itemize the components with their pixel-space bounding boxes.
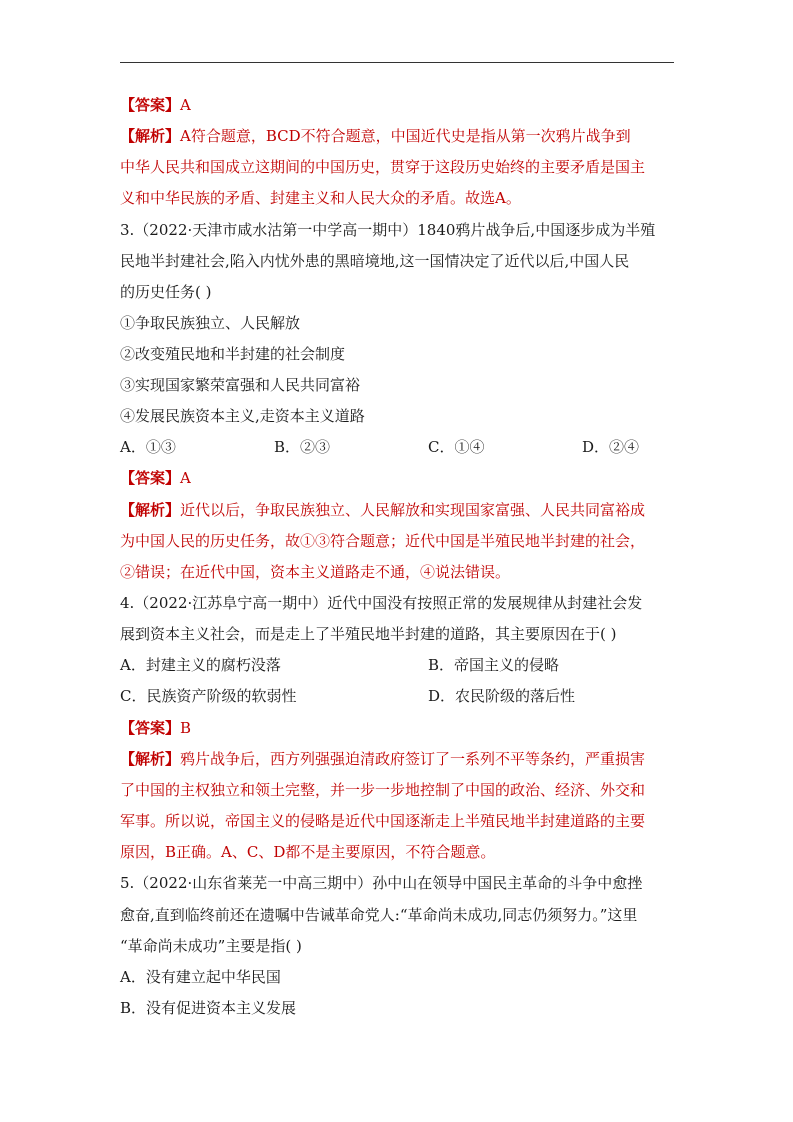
list-item: ③实现国家繁荣富强和人民共同富裕	[120, 376, 361, 394]
option-c: C．民族资产阶级的软弱性	[120, 687, 297, 705]
option-b: B．帝国主义的侵略	[428, 656, 560, 674]
answer-tag: 【答案】	[120, 719, 181, 737]
answer-value: A	[180, 469, 191, 487]
option-c: C．①④	[428, 438, 485, 456]
analysis-tag: 【解析】	[120, 501, 181, 519]
analysis-line: 为中国人民的历史任务，故①③符合题意；近代中国是半殖民地半封建的社会，	[120, 532, 646, 550]
option-d: D．农民阶级的落后性	[428, 687, 576, 705]
analysis-line: 军事。所以说，帝国主义的侵略是近代中国逐渐走上半殖民地半封建道路的主要	[120, 812, 646, 830]
option-a: A．①③	[120, 438, 176, 456]
answer-tag: 【答案】	[120, 96, 181, 114]
question-stem: “革命尚未成功”主要是指( )	[120, 937, 302, 955]
analysis-tag: 【解析】	[120, 750, 181, 768]
analysis-line: ②错误；在近代中国，资本主义道路走不通，④说法错误。	[120, 563, 511, 581]
analysis-line: 【解析】鸦片战争后，西方列强强迫清政府签订了一系列不平等条约，严重损害	[120, 750, 646, 768]
question-stem: 愈奋,直到临终前还在遗嘱中告诫革命党人:“革命尚未成功,同志仍须努力。”这里	[120, 906, 638, 924]
option-b: B．②③	[274, 438, 331, 456]
question-stem: 5.（2022·山东省莱芜一中高三期中）孙中山在领导中国民主革命的斗争中愈挫	[120, 874, 643, 892]
analysis-tag: 【解析】	[120, 127, 181, 145]
answer-value: A	[180, 96, 191, 114]
analysis-line: 【解析】近代以后，争取民族独立、人民解放和实现国家富强、人民共同富裕成	[120, 501, 646, 519]
list-item: ②改变殖民地和半封建的社会制度	[120, 345, 346, 363]
answer-tag: 【答案】	[120, 469, 181, 487]
list-item: ④发展民族资本主义,走资本主义道路	[120, 407, 365, 425]
option-b: B．没有促进资本主义发展	[120, 999, 297, 1017]
question-stem: 民地半封建社会,陷入内忧外患的黑暗境地,这一国情决定了近代以后,中国人民	[120, 252, 630, 270]
answer-line	[120, 468, 676, 488]
analysis-line: 【解析】A符合题意，BCD不符合题意，中国近代史是指从第一次鸦片战争到	[120, 127, 631, 145]
analysis-line: 了中国的主权独立和领土完整，并一步一步地控制了中国的政治、经济、外交和	[120, 781, 646, 799]
analysis-line: 义和中华民族的矛盾、封建主义和人民大众的矛盾。故选A。	[120, 189, 521, 207]
analysis-line: 中华人民共和国成立这期间的中国历史，贯穿于这段历史始终的主要矛盾是国主	[120, 158, 646, 176]
question-stem: 展到资本主义社会，而是走上了半殖民地半封建的道路，其主要原因在于( )	[120, 625, 617, 643]
option-d: D．②④	[582, 438, 640, 456]
list-item: ①争取民族独立、人民解放	[120, 314, 301, 332]
analysis-line: 原因，B正确。A、C、D都不是主要原因，不符合题意。	[120, 843, 496, 861]
option-a: A．没有建立起中华民国	[120, 968, 281, 986]
answer-line	[120, 95, 676, 115]
answer-line	[120, 718, 676, 738]
question-stem: 3.（2022·天津市咸水沽第一中学高一期中）1840鸦片战争后,中国逐步成为半殖	[120, 221, 656, 239]
question-stem: 4.（2022·江苏阜宁高一期中）近代中国没有按照正常的发展规律从封建社会发	[120, 594, 643, 612]
option-a: A．封建主义的腐朽没落	[120, 656, 281, 674]
question-stem: 的历史任务( )	[120, 283, 212, 301]
header-rule	[120, 62, 674, 63]
answer-value: B	[180, 719, 192, 737]
